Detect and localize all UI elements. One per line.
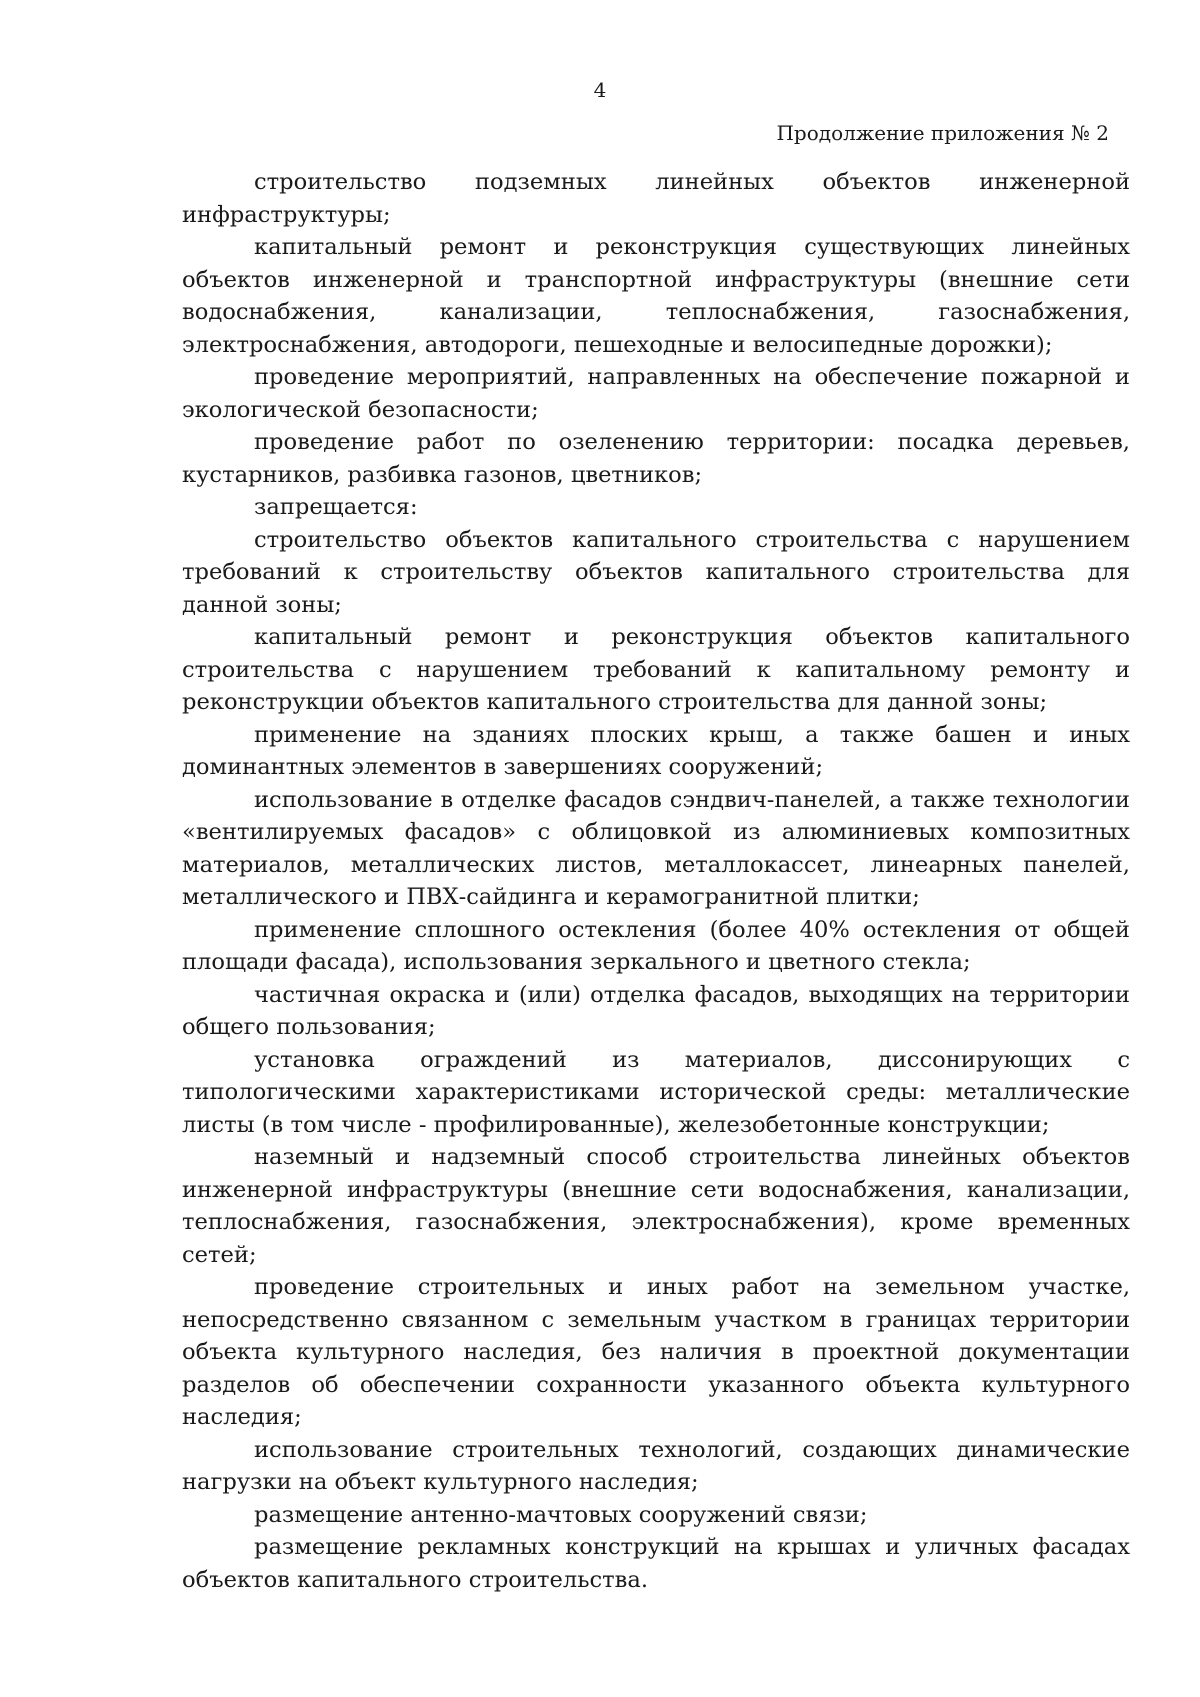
paragraph: размещение рекламных конструкций на крышах и уличных фасадах объектов капитального строительства. (182, 1534, 1130, 1593)
paragraph: установка ограждений из материалов, диссонирующих с типологическими характеристиками исторической среды: металлические листы (в том числе - профилированные), железобетонные конструкции; (182, 1046, 1130, 1138)
paragraph: проведение работ по озеленению территории: посадка деревьев, кустарников, разбивка газонов, цветников; (182, 429, 1130, 488)
paragraph: строительство объектов капитального строительства с нарушением требований к строительству объектов капитального строительства для данной зоны; (182, 526, 1130, 618)
paragraph: наземный и надземный способ строительства линейных объектов инженерной инфраструктуры (внешние сети водоснабжения, канализации, теплоснабжения, газоснабжения, электроснабжения), кроме временных сетей; (182, 1144, 1130, 1268)
paragraph: применение на зданиях плоских крыш, а также башен и иных доминантных элементов в завершениях сооружений; (182, 721, 1130, 780)
document-body (182, 166, 1130, 1596)
paragraph: размещение антенно-мачтовых сооружений связи; (254, 1501, 868, 1528)
paragraph: запрещается: (254, 494, 418, 520)
paragraph: строительство подземных линейных объектов инженерной инфраструктуры; (182, 169, 1130, 228)
paragraph: капитальный ремонт и реконструкция существующих линейных объектов инженерной и транспортной инфраструктуры (внешние сети водоснабжения, канализации, теплоснабжения, газоснабжения, электроснабжения, автодороги, пешеходные и велосипедные дорожки); (182, 234, 1130, 358)
paragraph: использование строительных технологий, создающих динамические нагрузки на объект культурного наследия; (182, 1436, 1130, 1495)
appendix-continuation-note: Продолжение приложения № 2 (776, 121, 1109, 145)
paragraph: капитальный ремонт и реконструкция объектов капитального строительства с нарушением требований к капитальному ремонту и реконструкции объектов капитального строительства для данной зоны; (182, 624, 1130, 715)
paragraph: проведение строительных и иных работ на земельном участке, непосредственно связанном с земельным участком в границах территории объекта культурного наследия, без наличия в проектной документации разделов об обеспечении сохранности указанного объекта культурного наследия; (182, 1274, 1130, 1430)
paragraph: проведение мероприятий, направленных на обеспечение пожарной и экологической безопасности; (182, 364, 1130, 423)
page-number: 4 (593, 78, 607, 102)
paragraph: применение сплошного остекления (более 40% остекления от общей площади фасада), использования зеркального и цветного стекла; (182, 916, 1130, 975)
paragraph: использование в отделке фасадов сэндвич-панелей, а также технологии «вентилируемых фасадов» с облицовкой из алюминиевых композитных материалов, металлических листов, металлокассет, линеарных панелей, металлического и ПВХ-сайдинга и керамогранитной плитки; (182, 786, 1130, 910)
paragraph: частичная окраска и (или) отделка фасадов, выходящих на территории общего пользования; (182, 981, 1130, 1040)
